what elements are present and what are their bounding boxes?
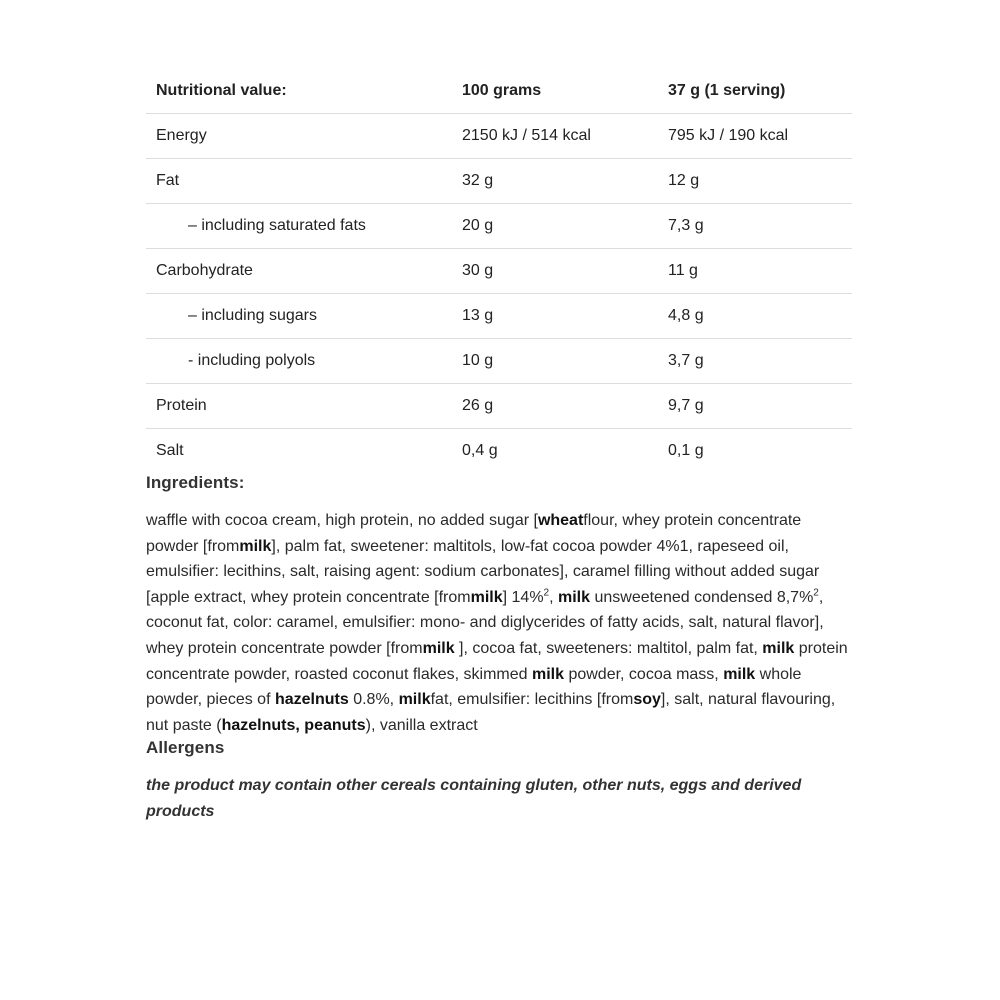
ingredient-text-segment: fat, emulsifier: lecithins [from — [430, 691, 634, 709]
allergen-highlight: milk — [470, 588, 503, 606]
value-per-serving: 0,1 g — [668, 442, 704, 459]
ingredient-text-segment: ], cocoa fat, sweeteners: maltitol, palm fat, — [454, 639, 763, 657]
value-per-100g: 32 g — [452, 159, 658, 204]
footnote-marker: 2 — [813, 587, 819, 599]
allergens-title: Allergens — [146, 738, 225, 758]
allergen-highlight: wheat — [537, 512, 584, 529]
header-nutritional-value: Nutritional value: — [146, 69, 452, 114]
allergen-highlight: milk — [398, 691, 431, 709]
value-per-serving: 4,8 g — [658, 294, 852, 339]
allergen-highlight: milk — [762, 639, 795, 657]
nutrient-label: – including sugars — [146, 294, 452, 339]
ingredient-text-segment: , coconut fat, color: caramel, emulsifier: mono- and diglycerides of fatty acids, salt, natural flavor], whey protein concentrate powder [from — [146, 588, 824, 657]
ingredient-text-segment: ], palm fat, sweetener: maltitols, low-fat cocoa powder 4%1, rapeseed oil, emulsifier: lecithins, salt, raising agent: sodium carbonates], caramel filling without added sugar [apple extract, whey protein concentrate [from — [146, 537, 820, 606]
value-per-serving: 7,3 g — [658, 204, 852, 249]
value-per-100g: 20 g — [452, 204, 658, 249]
ingredient-text-segment: protein concentrate powder, roasted coconut flakes, skimmed — [146, 639, 848, 683]
nutrition-table-body — [146, 114, 852, 474]
nutrient-label: Salt — [156, 442, 184, 459]
value-per-100g: 2150 kJ / 514 kcal — [452, 114, 658, 159]
ingredient-text-segment: powder, cocoa mass, — [564, 665, 724, 683]
nutrient-label: - including polyols — [146, 339, 452, 384]
ingredients-text — [146, 508, 852, 738]
allergen-highlight: hazelnuts — [274, 691, 349, 709]
nutrient-label: Carbohydrate — [146, 249, 452, 294]
table-row — [146, 429, 852, 474]
table-header-row — [146, 69, 852, 114]
value-per-100g: 13 g — [452, 294, 658, 339]
table-row — [146, 339, 852, 384]
nutrition-table — [146, 69, 852, 473]
ingredient-text-segment: unsweetened condensed 8,7% — [590, 588, 814, 606]
allergen-highlight: milk — [558, 588, 591, 606]
table-row — [146, 294, 852, 339]
nutrient-label: – including saturated fats — [146, 204, 452, 249]
nutrient-label: Energy — [146, 114, 452, 159]
allergen-highlight: milk — [239, 537, 272, 555]
table-row — [146, 159, 852, 204]
value-per-100g: 26 g — [452, 384, 658, 429]
footnote-marker: 2 — [543, 587, 550, 599]
value-per-serving: 3,7 g — [658, 339, 852, 384]
table-row — [146, 114, 852, 159]
table-row — [146, 204, 852, 249]
ingredient-text-segment: whole powder, pieces of — [146, 665, 802, 709]
allergen-highlight: hazelnuts, peanuts — [221, 716, 366, 734]
value-per-serving: 11 g — [658, 249, 852, 294]
value-per-serving: 795 kJ / 190 kcal — [658, 114, 852, 159]
value-per-serving: 9,7 g — [658, 384, 852, 429]
nutrient-label: Protein — [146, 384, 452, 429]
ingredients-title: Ingredients: — [146, 473, 245, 492]
allergens-text: the product may contain other cereals containing gluten, other nuts, eggs and derived products — [146, 777, 802, 820]
allergen-highlight: milk — [422, 639, 455, 657]
ingredient-text-segment: waffle with cocoa cream, high protein, no added sugar [ — [146, 512, 538, 529]
value-per-100g: 0,4 g — [462, 442, 498, 459]
header-serving: 37 g (1 serving) — [658, 69, 852, 114]
allergen-highlight: milk — [531, 665, 564, 683]
value-per-100g: 10 g — [452, 339, 658, 384]
ingredient-text-segment: , — [549, 588, 558, 606]
allergen-highlight: soy — [633, 691, 661, 709]
ingredient-text-segment: 0.8%, — [348, 691, 399, 709]
value-per-serving: 12 g — [658, 159, 852, 204]
allergen-highlight: milk — [723, 665, 756, 683]
nutrition-content — [146, 69, 852, 825]
table-row — [146, 384, 852, 429]
nutrient-label: Fat — [146, 159, 452, 204]
table-row — [146, 249, 852, 294]
ingredient-text-segment: flour, whey protein concentrate powder [from — [146, 512, 802, 555]
value-per-100g: 30 g — [452, 249, 658, 294]
header-100-grams: 100 grams — [452, 69, 658, 114]
ingredient-text-segment: ), vanilla extract — [365, 716, 478, 734]
ingredient-text-segment: ], salt, natural flavouring, nut paste ( — [146, 691, 836, 734]
ingredient-text-segment: ] 14% — [502, 588, 544, 606]
